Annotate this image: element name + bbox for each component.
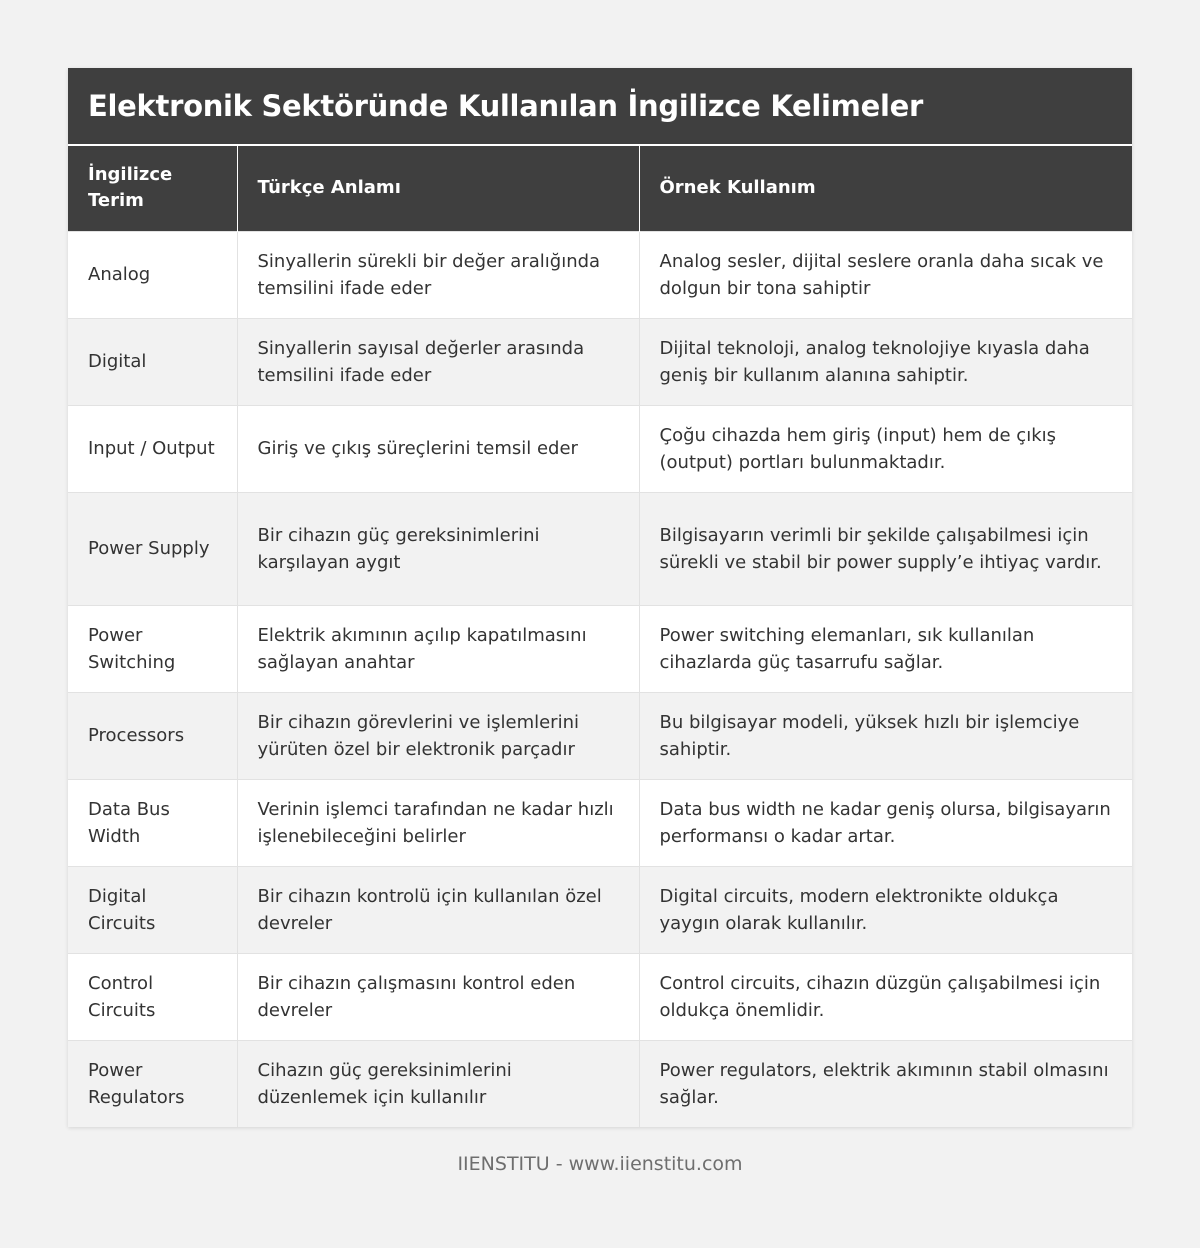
terms-table [68, 144, 1132, 1127]
column-header-term: İngilizce Terim [68, 145, 237, 231]
table-row [68, 492, 1132, 605]
table-row [68, 779, 1132, 866]
term-cell: Power Switching [68, 605, 237, 692]
term-cell: Control Circuits [68, 953, 237, 1040]
meaning-cell: Bir cihazın görevlerini ve işlemlerini yürüten özel bir elektronik parçadır [237, 692, 639, 779]
example-cell: Digital circuits, modern elektronikte oldukça yaygın olarak kullanılır. [639, 866, 1132, 953]
meaning-cell: Sinyallerin sayısal değerler arasında temsilini ifade eder [237, 318, 639, 405]
term-cell: Digital Circuits [68, 866, 237, 953]
meaning-cell: Sinyallerin sürekli bir değer aralığında temsilini ifade eder [237, 231, 639, 318]
terms-table-card [68, 68, 1132, 1127]
table-row [68, 1040, 1132, 1127]
example-cell: Control circuits, cihazın düzgün çalışabilmesi için oldukça önemlidir. [639, 953, 1132, 1040]
table-title: Elektronik Sektöründe Kullanılan İngilizce Kelimeler [68, 68, 1132, 144]
term-cell: Power Supply [68, 492, 237, 605]
table-row [68, 692, 1132, 779]
footer-credit: IIENSTITU - www.iienstitu.com [457, 1153, 743, 1175]
table-row [68, 231, 1132, 318]
table-body [68, 231, 1132, 1127]
term-cell: Data Bus Width [68, 779, 237, 866]
term-cell: Digital [68, 318, 237, 405]
meaning-cell: Elektrik akımının açılıp kapatılmasını sağlayan anahtar [237, 605, 639, 692]
table-row [68, 953, 1132, 1040]
meaning-cell: Cihazın güç gereksinimlerini düzenlemek için kullanılır [237, 1040, 639, 1127]
table-row [68, 405, 1132, 492]
example-cell: Data bus width ne kadar geniş olursa, bilgisayarın performansı o kadar artar. [639, 779, 1132, 866]
term-cell: Processors [68, 692, 237, 779]
term-cell: Power Regulators [68, 1040, 237, 1127]
example-cell: Çoğu cihazda hem giriş (input) hem de çıkış (output) portları bulunmaktadır. [639, 405, 1132, 492]
example-cell: Dijital teknoloji, analog teknolojiye kıyasla daha geniş bir kullanım alanına sahiptir. [639, 318, 1132, 405]
table-header [68, 145, 1132, 231]
meaning-cell: Giriş ve çıkış süreçlerini temsil eder [237, 405, 639, 492]
column-header-example: Örnek Kullanım [639, 145, 1132, 231]
example-cell: Power switching elemanları, sık kullanılan cihazlarda güç tasarrufu sağlar. [639, 605, 1132, 692]
meaning-cell: Bir cihazın kontrolü için kullanılan özel devreler [237, 866, 639, 953]
header-row [68, 145, 1132, 231]
example-cell: Bilgisayarın verimli bir şekilde çalışabilmesi için sürekli ve stabil bir power supply’e ihtiyaç vardır. [639, 492, 1132, 605]
meaning-cell: Verinin işlemci tarafından ne kadar hızlı işlenebileceğini belirler [237, 779, 639, 866]
table-row [68, 318, 1132, 405]
meaning-cell: Bir cihazın çalışmasını kontrol eden devreler [237, 953, 639, 1040]
table-row [68, 605, 1132, 692]
example-cell: Power regulators, elektrik akımının stabil olmasını sağlar. [639, 1040, 1132, 1127]
example-cell: Analog sesler, dijital seslere oranla daha sıcak ve dolgun bir tona sahiptir [639, 231, 1132, 318]
column-header-meaning: Türkçe Anlamı [237, 145, 639, 231]
term-cell: Analog [68, 231, 237, 318]
example-cell: Bu bilgisayar modeli, yüksek hızlı bir işlemciye sahiptir. [639, 692, 1132, 779]
table-row [68, 866, 1132, 953]
meaning-cell: Bir cihazın güç gereksinimlerini karşılayan aygıt [237, 492, 639, 605]
term-cell: Input / Output [68, 405, 237, 492]
